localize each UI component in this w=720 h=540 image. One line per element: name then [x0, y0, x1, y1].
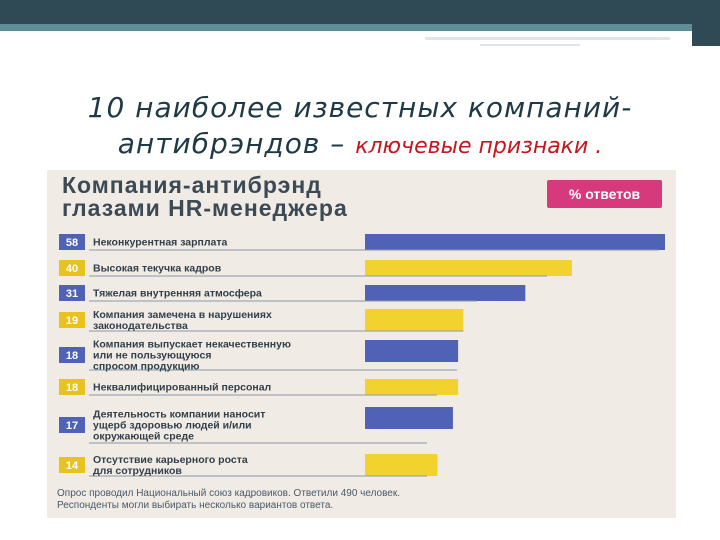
value-label: 14: [65, 460, 79, 472]
chart-title-line2: глазами HR-менеджера: [62, 195, 348, 221]
category-label: окружающей среде: [93, 430, 194, 443]
category-label: Деятельность компании наносит: [93, 408, 266, 421]
bar: [365, 309, 463, 331]
top-bar: [0, 0, 720, 24]
bar: [365, 340, 458, 362]
bar: [365, 407, 453, 429]
category-label: законодательства: [93, 320, 188, 332]
decor-line: [480, 44, 580, 46]
category-label: ущерб здоровью людей и/или: [93, 419, 252, 432]
slide-title: [20, 90, 700, 165]
slide-title-line1: 10 наиболее известных компаний-: [87, 91, 633, 124]
value-label: 18: [65, 382, 79, 394]
chart-title: [62, 174, 348, 220]
chart-note-line2: Респонденты могли выбирать несколько вариантов ответа.: [57, 500, 334, 511]
bar: [365, 285, 525, 301]
value-label: 58: [65, 237, 79, 249]
chart-note-line1: Опрос проводил Национальный союз кадровиков. Ответили 490 человек.: [57, 488, 401, 499]
decor-line: [425, 37, 670, 40]
bar: [365, 379, 458, 395]
category-label: Отсутствие карьерного роста: [93, 454, 248, 466]
value-label: 31: [65, 288, 79, 300]
category-label: для сотрудников: [93, 465, 182, 477]
top-accent-bar: [0, 24, 720, 31]
slide-title-accent: ключевые признаки .: [355, 134, 603, 159]
category-label: или не пользующуюся: [93, 349, 212, 362]
slide-title-line2: [20, 126, 700, 165]
category-label: спросом продукцию: [93, 360, 200, 373]
value-label: 19: [65, 315, 79, 327]
category-label: Тяжелая внутренняя атмосфера: [93, 287, 262, 300]
bar: [365, 260, 572, 276]
value-label: 17: [65, 420, 79, 432]
chart-note: [57, 488, 657, 512]
value-label-badge: % ответов: [547, 180, 662, 208]
chart-panel: [47, 170, 676, 518]
category-label: Компания замечена в нарушениях: [93, 309, 272, 321]
bar-chart: [47, 170, 676, 518]
category-label: Неконкурентная зарплата: [93, 236, 228, 249]
bar: [365, 454, 437, 476]
bar: [365, 234, 665, 250]
category-label: Неквалифицированный персонал: [93, 381, 272, 394]
category-label: Высокая текучка кадров: [93, 262, 222, 275]
top-right-block: [692, 0, 720, 46]
slide-title-main: антибрэндов –: [117, 127, 356, 160]
chart-title-line1: Компания-антибрэнд: [62, 172, 322, 198]
value-label: 18: [65, 350, 79, 362]
category-label: Компания выпускает некачественную: [93, 338, 291, 351]
value-label: 40: [65, 263, 79, 275]
